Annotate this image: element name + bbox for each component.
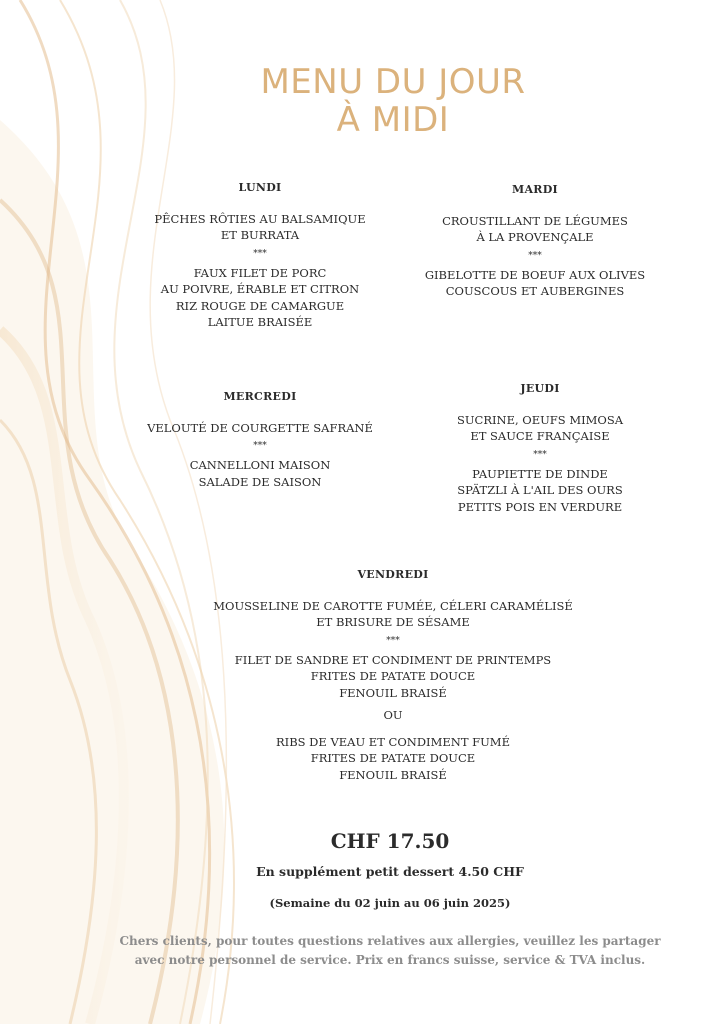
vendredi-main1-line: FILET DE SANDRE ET CONDIMENT DE PRINTEMPS <box>234 652 552 667</box>
vendredi-main2-line: RIBS DE VEAU ET CONDIMENT FUMÉ <box>276 734 510 749</box>
day-name-mardi: MARDI <box>511 183 559 196</box>
mardi-main-line: GIBELOTTE DE BOEUF AUX OLIVES <box>424 267 646 282</box>
lundi-main-line: RIZ ROUGE DE CAMARGUE <box>175 298 345 313</box>
lundi-main-line: AU POIVRE, ÉRABLE ET CITRON <box>160 282 360 296</box>
separator: *** <box>528 250 542 261</box>
day-block-vendredi <box>193 567 593 783</box>
dessert-supplement: En supplément petit dessert 4.50 CHF <box>256 864 524 879</box>
mardi-starter-line: À LA PROVENÇALE <box>476 230 594 244</box>
jeudi-starter-line: SUCRINE, OEUFS MIMOSA <box>456 412 624 427</box>
jeudi-main-line: PETITS POIS EN VERDURE <box>457 499 623 514</box>
mercredi-main-line: SALADE DE SAISON <box>198 474 322 489</box>
day-block-jeudi <box>410 381 670 515</box>
mardi-starter-line: CROUSTILLANT DE LÉGUMES <box>442 213 628 228</box>
jeudi-starter-line: ET SAUCE FRANÇAISE <box>470 429 610 443</box>
day-name-vendredi: VENDREDI <box>357 568 429 581</box>
vendredi-main1-line: FENOUIL BRAISÉ <box>339 685 447 700</box>
mercredi-main-line: CANNELLONI MAISON <box>189 458 331 472</box>
allergy-note-line: Chers clients, pour toutes questions relatives aux allergies, veuillez les partager <box>119 934 661 948</box>
vendredi-starter-line: MOUSSELINE DE CAROTTE FUMÉE, CÉLERI CARAMÉLISÉ <box>213 598 573 613</box>
day-name-lundi: LUNDI <box>238 181 282 194</box>
day-block-lundi <box>140 180 380 331</box>
allergy-note-line: avec notre personnel de service. Prix en francs suisse, service & TVA inclus. <box>134 953 646 967</box>
day-name-jeudi: JEUDI <box>520 382 560 395</box>
allergy-note <box>0 932 724 970</box>
separator: *** <box>386 635 400 646</box>
mardi-main-line: COUSCOUS ET AUBERGINES <box>445 284 625 298</box>
day-block-mardi <box>405 182 665 300</box>
lundi-starter-line: PÊCHES RÔTIES AU BALSAMIQUE <box>154 211 366 226</box>
jeudi-main-line: PAUPIETTE DE DINDE <box>472 466 608 481</box>
separator: *** <box>533 449 547 460</box>
vendredi-main2-line: FENOUIL BRAISÉ <box>339 767 447 782</box>
menu-title-line2: À MIDI <box>336 100 450 140</box>
week-dates: (Semaine du 02 juin au 06 juin 2025) <box>269 896 511 910</box>
mercredi-starter-line: VELOUTÉ DE COURGETTE SAFRANÉ <box>147 420 373 435</box>
lundi-main-line: FAUX FILET DE PORC <box>193 265 327 280</box>
menu-price: CHF 17.50 <box>330 829 450 853</box>
vendredi-main2-line: FRITES DE PATATE DOUCE <box>310 751 476 765</box>
day-block-mercredi <box>140 389 380 490</box>
lundi-starter-line: ET BURRATA <box>220 228 300 242</box>
or-separator: OU <box>383 708 403 722</box>
menu-title-line1: MENU DU JOUR <box>260 62 526 102</box>
day-name-mercredi: MERCREDI <box>223 390 297 403</box>
separator: *** <box>253 441 267 451</box>
vendredi-main1-line: FRITES DE PATATE DOUCE <box>310 669 476 683</box>
jeudi-main-line: SPÄTZLI À L'AIL DES OURS <box>457 483 623 497</box>
vendredi-starter-line: ET BRISURE DE SÉSAME <box>316 615 470 629</box>
lundi-main-line: LAITUE BRAISÉE <box>207 315 313 329</box>
separator: *** <box>253 248 267 259</box>
